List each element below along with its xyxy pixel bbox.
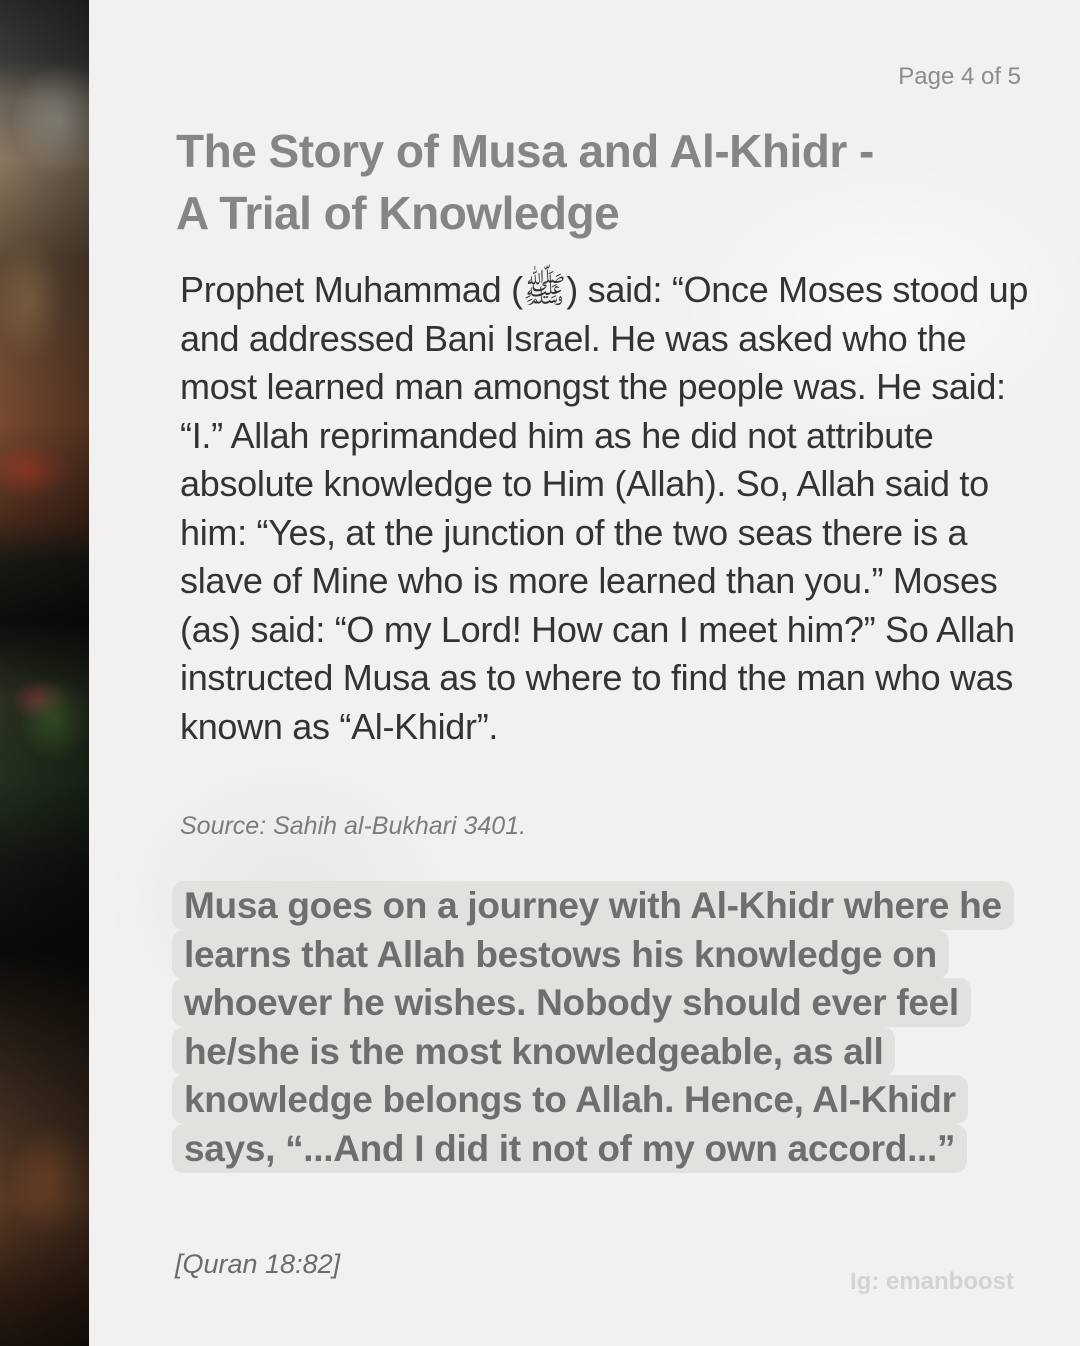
instagram-handle: Ig: emanboost: [849, 1268, 1014, 1295]
highlight-text: Musa goes on a journey with Al-Khidr where he learns that Allah bestows his knowledge on whoever he wishes. Nobody should ever feel he/she is the most knowledgeable, as all knowledge belongs to Allah. Hence, Al-Khidr says, “...And I did it not of my own accord...”: [172, 881, 1014, 1173]
side-photo-shade: [0, 0, 89, 1346]
page-title: [176, 120, 1036, 244]
hadith-text: Prophet Muhammad (ﷺ) said: “Once Moses stood up and addressed Bani Israel. He was asked who the most learned man amongst the people was. He said: “I.” Allah reprimanded him as he did not attribute absolute knowledge to Him (Allah). So, Allah said to him: “Yes, at the junction of the two seas there is a slave of Mine who is more learned than you.” Moses (as) said: “O my Lord! How can I meet him?” So Allah instructed Musa as to where to find the man who was known as “Al-Khidr”.: [180, 269, 1029, 747]
hadith-source: Source: Sahih al-Bukhari 3401.: [180, 812, 527, 840]
highlight-block: [172, 882, 1032, 1173]
title-line-1: The Story of Musa and Al-Khidr -: [176, 125, 874, 177]
page-number: Page 4 of 5: [898, 63, 1021, 90]
quran-reference: [Quran 18:82]: [175, 1249, 341, 1279]
title-line-2: A Trial of Knowledge: [176, 187, 620, 239]
side-photo-strip: [0, 0, 89, 1346]
